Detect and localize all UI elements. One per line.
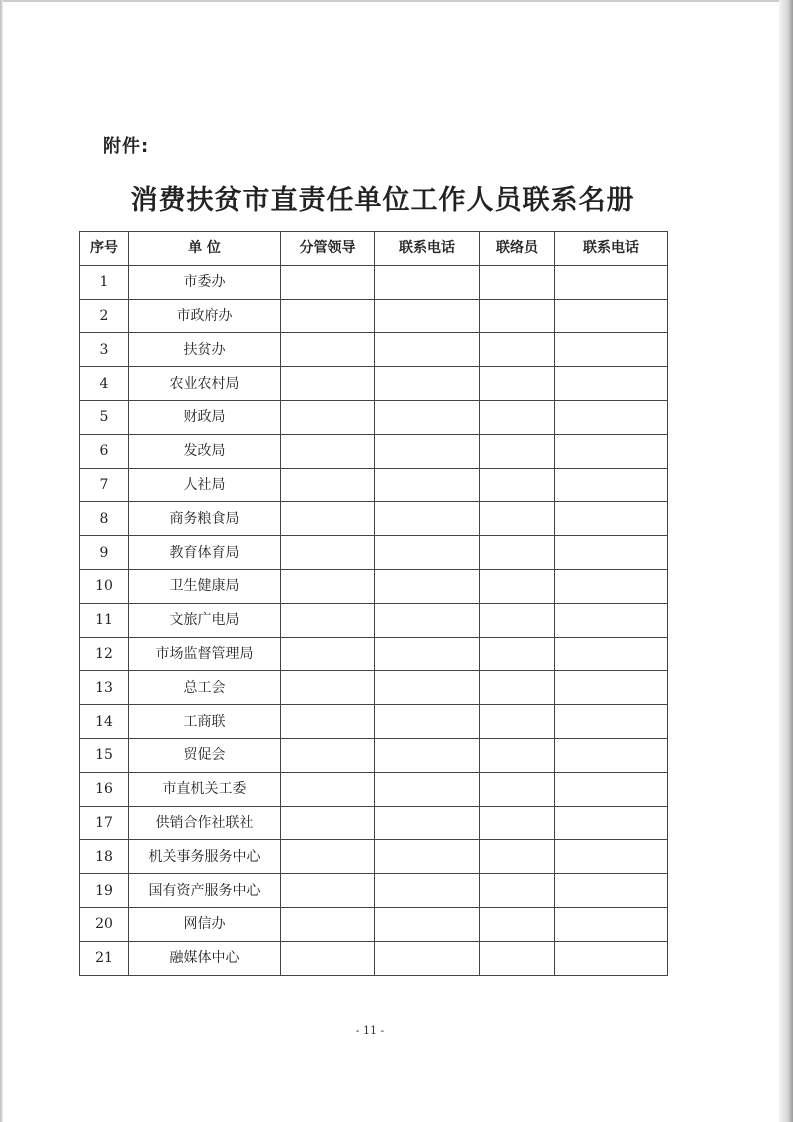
cell-leader [281, 434, 375, 468]
cell-unit: 供销合作社联社 [129, 806, 281, 840]
cell-leader-phone [375, 333, 480, 367]
cell-liaison [480, 603, 555, 637]
cell-leader [281, 671, 375, 705]
cell-liaison [480, 333, 555, 367]
cell-unit: 市场监督管理局 [129, 637, 281, 671]
header-leader: 分管领导 [281, 232, 375, 266]
cell-index: 21 [80, 941, 129, 975]
cell-index: 7 [80, 468, 129, 502]
table-row [80, 603, 668, 637]
table-row [80, 265, 668, 299]
cell-liaison [480, 907, 555, 941]
cell-leader-phone [375, 738, 480, 772]
cell-liaison [480, 536, 555, 570]
cell-index: 16 [80, 772, 129, 806]
header-unit: 单 位 [129, 232, 281, 266]
table-row [80, 907, 668, 941]
cell-liaison-phone [555, 468, 668, 502]
cell-leader [281, 536, 375, 570]
cell-liaison-phone [555, 333, 668, 367]
header-liaison: 联络员 [480, 232, 555, 266]
cell-unit: 财政局 [129, 400, 281, 434]
cell-liaison-phone [555, 671, 668, 705]
cell-liaison-phone [555, 367, 668, 401]
cell-leader-phone [375, 468, 480, 502]
contact-roster-table [79, 231, 668, 976]
table-row [80, 806, 668, 840]
cell-leader [281, 874, 375, 908]
cell-leader-phone [375, 806, 480, 840]
cell-liaison-phone [555, 400, 668, 434]
cell-unit: 文旅广电局 [129, 603, 281, 637]
cell-index: 13 [80, 671, 129, 705]
cell-leader-phone [375, 637, 480, 671]
table-row [80, 434, 668, 468]
table-row [80, 400, 668, 434]
cell-leader-phone [375, 536, 480, 570]
cell-liaison-phone [555, 806, 668, 840]
header-liaison-phone: 联系电话 [555, 232, 668, 266]
table-row [80, 367, 668, 401]
cell-liaison [480, 637, 555, 671]
cell-leader-phone [375, 265, 480, 299]
cell-unit: 扶贫办 [129, 333, 281, 367]
cell-liaison-phone [555, 637, 668, 671]
cell-index: 6 [80, 434, 129, 468]
cell-index: 20 [80, 907, 129, 941]
cell-index: 1 [80, 265, 129, 299]
cell-liaison-phone [555, 840, 668, 874]
cell-unit: 市直机关工委 [129, 772, 281, 806]
scan-edge-top [0, 0, 793, 2]
cell-index: 17 [80, 806, 129, 840]
cell-unit: 卫生健康局 [129, 569, 281, 603]
cell-index: 10 [80, 569, 129, 603]
cell-leader-phone [375, 941, 480, 975]
cell-index: 5 [80, 400, 129, 434]
cell-liaison [480, 941, 555, 975]
cell-unit: 商务粮食局 [129, 502, 281, 536]
cell-liaison [480, 400, 555, 434]
cell-unit: 市委办 [129, 265, 281, 299]
cell-index: 12 [80, 637, 129, 671]
cell-liaison [480, 772, 555, 806]
table-row [80, 840, 668, 874]
cell-leader [281, 806, 375, 840]
cell-leader-phone [375, 603, 480, 637]
cell-liaison [480, 874, 555, 908]
cell-index: 3 [80, 333, 129, 367]
cell-liaison [480, 705, 555, 739]
table-row [80, 671, 668, 705]
cell-leader-phone [375, 705, 480, 739]
cell-index: 2 [80, 299, 129, 333]
table-row [80, 874, 668, 908]
cell-liaison-phone [555, 874, 668, 908]
cell-leader-phone [375, 772, 480, 806]
cell-leader [281, 265, 375, 299]
table-header-row [80, 232, 668, 266]
cell-liaison-phone [555, 941, 668, 975]
table-row [80, 299, 668, 333]
cell-liaison-phone [555, 299, 668, 333]
cell-index: 18 [80, 840, 129, 874]
table-row [80, 569, 668, 603]
cell-liaison-phone [555, 502, 668, 536]
cell-leader-phone [375, 400, 480, 434]
cell-leader-phone [375, 840, 480, 874]
cell-unit: 教育体育局 [129, 536, 281, 570]
table-row [80, 705, 668, 739]
cell-liaison [480, 367, 555, 401]
cell-liaison [480, 569, 555, 603]
cell-leader-phone [375, 299, 480, 333]
cell-unit: 网信办 [129, 907, 281, 941]
cell-liaison-phone [555, 738, 668, 772]
cell-leader [281, 637, 375, 671]
table-row [80, 468, 668, 502]
cell-unit: 工商联 [129, 705, 281, 739]
table-row [80, 536, 668, 570]
cell-leader-phone [375, 874, 480, 908]
document-title: 消费扶贫市直责任单位工作人员联系名册 [130, 185, 635, 216]
table-row [80, 772, 668, 806]
cell-unit: 机关事务服务中心 [129, 840, 281, 874]
cell-index: 15 [80, 738, 129, 772]
cell-leader [281, 738, 375, 772]
cell-leader-phone [375, 907, 480, 941]
cell-unit: 国有资产服务中心 [129, 874, 281, 908]
cell-liaison-phone [555, 434, 668, 468]
cell-liaison [480, 840, 555, 874]
cell-liaison [480, 265, 555, 299]
cell-liaison-phone [555, 705, 668, 739]
cell-leader [281, 569, 375, 603]
cell-index: 19 [80, 874, 129, 908]
cell-leader [281, 468, 375, 502]
cell-leader [281, 502, 375, 536]
cell-index: 14 [80, 705, 129, 739]
attachment-label: 附件: [103, 136, 150, 157]
cell-liaison-phone [555, 569, 668, 603]
cell-leader-phone [375, 434, 480, 468]
cell-leader [281, 603, 375, 637]
cell-liaison [480, 671, 555, 705]
cell-liaison [480, 738, 555, 772]
cell-liaison [480, 434, 555, 468]
cell-leader [281, 907, 375, 941]
cell-index: 9 [80, 536, 129, 570]
cell-unit: 贸促会 [129, 738, 281, 772]
cell-leader-phone [375, 671, 480, 705]
cell-leader [281, 705, 375, 739]
header-index: 序号 [80, 232, 129, 266]
cell-unit: 市政府办 [129, 299, 281, 333]
cell-index: 11 [80, 603, 129, 637]
cell-leader [281, 400, 375, 434]
scan-edge-right [779, 0, 793, 1122]
table-row [80, 333, 668, 367]
table-row [80, 637, 668, 671]
cell-leader-phone [375, 367, 480, 401]
cell-liaison-phone [555, 772, 668, 806]
cell-leader [281, 840, 375, 874]
table-row [80, 502, 668, 536]
cell-liaison [480, 502, 555, 536]
cell-liaison [480, 299, 555, 333]
cell-index: 4 [80, 367, 129, 401]
cell-leader-phone [375, 569, 480, 603]
cell-liaison [480, 806, 555, 840]
table-row [80, 941, 668, 975]
cell-index: 8 [80, 502, 129, 536]
table-body [80, 265, 668, 975]
cell-liaison-phone [555, 536, 668, 570]
cell-unit: 总工会 [129, 671, 281, 705]
cell-leader [281, 299, 375, 333]
cell-unit: 农业农村局 [129, 367, 281, 401]
cell-liaison [480, 468, 555, 502]
cell-liaison-phone [555, 603, 668, 637]
header-leader-phone: 联系电话 [375, 232, 480, 266]
cell-leader [281, 333, 375, 367]
table-row [80, 738, 668, 772]
cell-leader [281, 367, 375, 401]
cell-unit: 融媒体中心 [129, 941, 281, 975]
cell-liaison-phone [555, 907, 668, 941]
scan-edge-left [0, 0, 3, 1122]
cell-unit: 人社局 [129, 468, 281, 502]
cell-unit: 发改局 [129, 434, 281, 468]
cell-leader [281, 772, 375, 806]
page-number: - 11 - [355, 1024, 385, 1037]
cell-liaison-phone [555, 265, 668, 299]
cell-leader [281, 941, 375, 975]
cell-leader-phone [375, 502, 480, 536]
